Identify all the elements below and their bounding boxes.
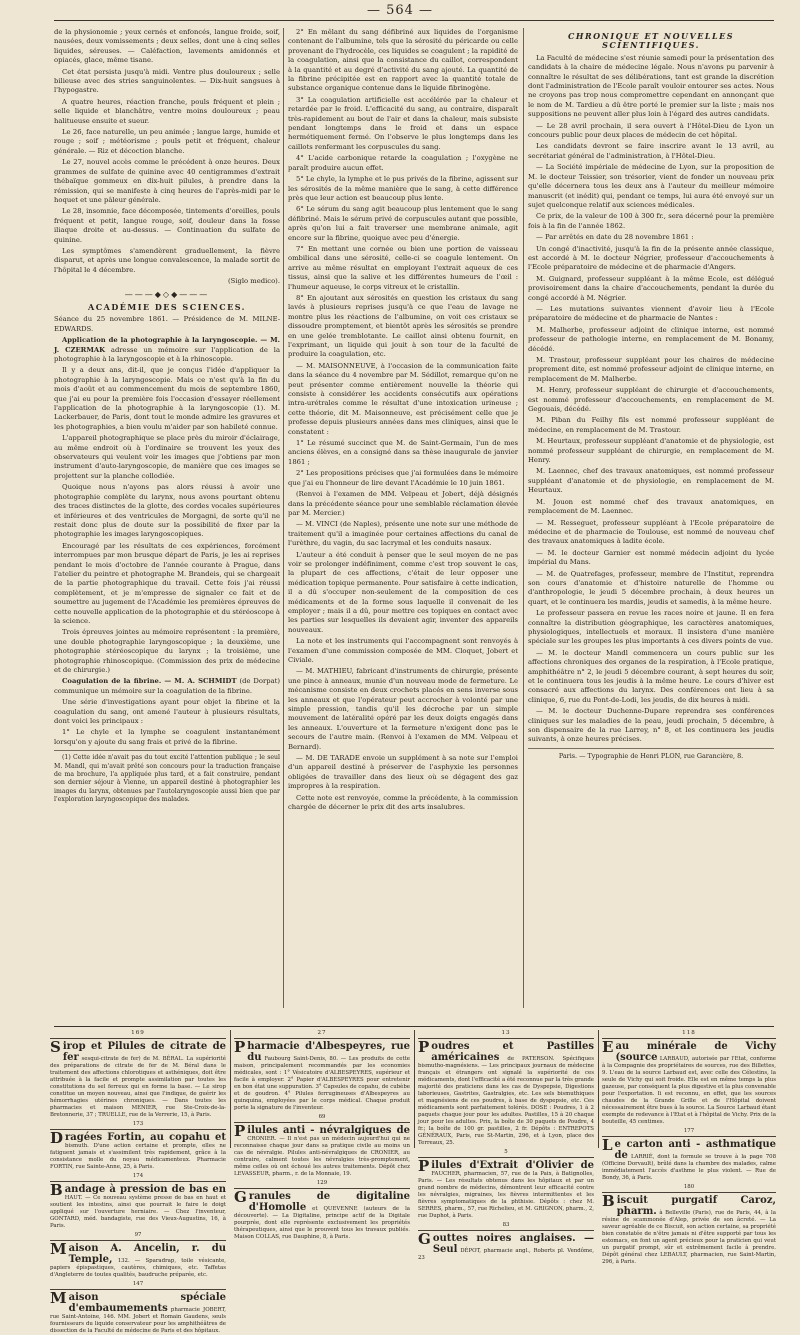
paragraph: Il y a deux ans, dit-il, que je conçus l'idée d'appliquer la photographie à la laryngoscopie. Mais ce n'est qu'à la fin du mois d'août et au commencement du mois de septembre 1860, que j'ai eu pour la première fois l'occasion d'essayer réellement l'application de la photographie à la laryngoscopie (1). M. Lackerbauer, de Paris, dont tout le monde admire les gravures et les photographies, a bien voulu m'aider par son habileté connue. — [54, 366, 280, 431]
paragraph: 1° Le chyle et la lymphe se coagulent instantanément lorsqu'on y ajoute du sang frais et privé de la fibrine. — [54, 728, 280, 746]
ad-number: 97 — [134, 1232, 142, 1238]
ad-initial: M — [50, 1289, 67, 1307]
ad-rule — [418, 1038, 594, 1039]
advertisements — [50, 1030, 776, 1334]
ad-body: de PATERSON. Spécifiques bismutho-magnésiens. — Les principaux journaux de médecine français et étrangers ont signalé la supériorité de ces médicaments, dont l'efficacité a été reconnue par la très grande majorité des praticiens dans les cas de Dyspepsie, Digestions laborieuses, Gastrites, Gastralgies, etc. Les sels bismuthiques et magnésiens de ces poudres, à base de dyspepsie, etc. Ces médicaments sont parfaitement tolérés. DOSE : Poudres, 1 à 2 paquets chaque jour pour les adultes. Pastilles, 15 à 20 chaque jour pour les adultes. Prix, la boîte de 30 paquets de Poudre, 4 fr.; la boîte de 100 gr. pastilles, 2 fr. Dépôts : ENTREPOTS GÉNÉRAUX, Paris, rue St-Martin, 296, et à Lyon, place des Terreaux, 25. — [418, 1056, 594, 1146]
ad-entry — [602, 1192, 776, 1266]
ad-heading: andage à pression de bas en — [64, 1184, 226, 1195]
paragraph: Cet état persista jusqu'à midi. Ventre plus douloureux ; selle bilieuse avec des stries sanguinolentes. — Dix-huit sangsues à l'hypogastre. — [54, 67, 280, 95]
ad-number: 169 — [131, 1030, 145, 1036]
ad-body: Faubourg Saint-Denis, 80. — Les produits de cette maison, principalement recommandés par les economies médicales, sont : 1° Vésicatoire d'ALBESPEYRES, supérieur et facile à employer. 2° Papier d'ALBESPEYRES pour entretenir en bon état une suppuration. 3° Capsules de copahu, de cubèbe et de goudron. 4° Pilules ferrugineuses d'Albespeyres au quinquina, employées par le corps médical. Chaque produit porte la signature de l'inventeur. — [234, 1056, 410, 1111]
paragraph: 7° En mettant une cornée ou bien une portion de vaisseau ombilical dans une sérosité, celle-ci se coagule lentement. On arrive au même résultat en employant l'extrait aqueux de ces tissus, ainsi que la salive et les différentes humeurs de l'œil : l'humeur aqueuse, le corps vitreux et le cristallin. — [288, 244, 518, 291]
ad-heading: ragées Fortin, au copahu et — [65, 1132, 226, 1143]
top-rule — [54, 20, 774, 21]
ad-entry — [234, 1188, 411, 1241]
paragraph: 8° En ajoutant aux sérosités en question les cristaux du sang lavés à plusieurs reprises jusqu'à ce que l'eau de lavage ne montre plus les réactions de l'albumine, on voit ces cristaux se dissoudre promptement, et bientôt après les sérosités se prendre en une gelée tremblotante. Le caillot ainsi obtenu fournit, en l'exprimant, un liquide qui jouit à son tour de la faculté de produire la coagulation, etc. — [288, 293, 518, 359]
ad-initial: B — [602, 1192, 615, 1210]
column-rule — [283, 28, 284, 1008]
ad-number: 180 — [683, 1184, 695, 1190]
ad-rule — [602, 1192, 776, 1193]
ad-entry — [50, 1038, 227, 1119]
ad-rule — [414, 1030, 415, 1148]
ornament-divider: ———◆◇◆——— — [124, 289, 210, 299]
ad-entry — [234, 1038, 410, 1112]
ad-body: LARRIÉ, dont la formule se trouve à la page 708 (Officine Dorvault), brûlé dans la chambre des malades, calme immédiatement l'accès d'asthme le plus violent. — Rue de Bondy, 36, à Paris. — [602, 1154, 776, 1181]
ad-entry — [418, 1038, 594, 1147]
ad-entry — [234, 1122, 410, 1178]
paragraph: M. Piban du Feilhy fils est nommé professeur suppléant de médecine, en remplacement de M. Trastour. — [528, 416, 774, 434]
paper2-intro: (de Dorpat) communique un mémoire sur la coagulation de la fibrine. — [54, 677, 281, 695]
column-3-paragraphs — [528, 54, 774, 745]
column-3 — [528, 28, 774, 1028]
ad-initial: G — [418, 1230, 431, 1248]
paragraph: La note et les instruments qui l'accompagnent sont renvoyés à l'examen d'une commission composée de MM. Cloquet, Jobert et Civiale. — [288, 637, 518, 664]
paragraph: 2° En mêlant du sang défibriné aux liquides de l'organisme contenant de l'albumine, tels que la sérosité du péricarde ou celle provenant de l'hydrocèle, ces liquides se coagulent ; la rapidité de la coagulation, ainsi que la consistance du caillot, correspondent à la quantité et au degré d'activité du sang ajouté. La quantité de la fibrine précipitée est en rapport avec la quantité totale de substance organique contenue dans le liquide fibrinogène. — [288, 28, 518, 93]
paragraph: Trois épreuves jointes au mémoire représentent : la première, une double photographie laryngoscopique ; la deuxième, une photographie stéréoscopique du larynx ; la troisième, une photographie rhinoscopique. (Commission des prix de médecine et de chirurgie.) — [54, 628, 280, 674]
ad-rule — [234, 1122, 410, 1123]
paragraph: Le 27, nouvel accès comme le précédent à onze heures. Deux grammes de sulfate de quinine avec 40 centigrammes d'extrait thébaïque gommeux en dix-huit pilules, à prendre dans la rémission, qui se manifeste à cinq heures de l'après-midi par le hoquet et une pâleur générale. — [54, 158, 280, 204]
ad-initial: D — [50, 1129, 64, 1147]
paragraph: L'appareil photographique se place près du miroir d'éclairage, au même endroit où à l'ordinaire se trouvent les yeux des observateurs qui veulent voir les images que j'obtiens par mon instrument d'auto-laryngoscopie, de manière que ces images se projettent sur la planche collodiée. — [54, 434, 280, 480]
ad-heading: oudres et Pastilles américaines — [431, 1041, 594, 1063]
paragraph: — M. de Quatrefages, professeur, membre de l'Institut, reprendra son cours d'anatomie et d'histoire naturelle de l'homme ou d'anthropologie, le jeudi 5 décembre prochain, à deux heures un quart, et le continuera les mardis, jeudis et samedis, à la même heure. — [528, 569, 774, 606]
paragraph: de la physionomie ; yeux cernés et enfoncés, langue froide, soif, nausées, deux vomissements ; deux selles, dont une à cinq selles liquides, séreuses. — Caléfaction, lavements amidonnés et opiacés, glace, même tisane. — [54, 28, 280, 65]
paragraph: 3° La coagulation artificielle est accélérée par la chaleur et retardée par le froid. L'efficacité du sang, au contraire, disparaît très-rapidement au bout de l'air et dans la chaleur, mais subsiste pendant longtemps dans le froid et dans un espace hermétiquement fermé. On l'observe le plus longtemps dans les caillots renfermant les corpuscules du sang. — [288, 95, 518, 151]
ad-entry — [50, 1129, 226, 1171]
paragraph: Ce prix, de la valeur de 100 à 300 fr., sera décerné pour la première fois à la fin de l'année 1862. — [528, 212, 774, 230]
ad-initial: L — [602, 1136, 613, 1154]
paper1-paragraphs — [54, 366, 280, 675]
paragraph: Une série d'investigations ayant pour objet la fibrine et la coagulation du sang, ont amené l'auteur à plusieurs résultats, dont voici les principaux : — [54, 698, 280, 726]
ad-body: CRONIER. — Il n'est pas un médecin aujourd'hui qui ne reconnaisse chaque jour dans sa pratique civile au moins un cas de névralgie. Pilules anti-névralgiques de CRONIER, au contraire, calment toutes les névralgies très-promptement, même celles où ont échoué les autres traitements. Dépôt chez LEVASSEUR, pharm., r. de la Monnaie, 19. — [234, 1136, 410, 1177]
ad-rule — [602, 1136, 776, 1137]
academy-title: ACADÉMIE DES SCIENCES. — [88, 301, 246, 312]
paragraph: A quatre heures, réaction franche, pouls fréquent et plein ; selle liquide et blanchâtre, ventre moins douloureux ; peau halitueuse ensuite et sueur. — [54, 97, 280, 125]
paragraph: — Les mutations suivantes viennent d'avoir lieu à l'Ecole préparatoire de médecine et de pharmacie de Nantes : — [528, 304, 774, 323]
imprint: Paris. — Typographie de Henri PLON, rue Garancière, 8. — [558, 751, 744, 760]
paragraph: 5° Le chyle, la lymphe et le pus privés de la fibrine, agissent sur les sérosités de la même manière que le sang, à cette différence près que leur action est beaucoup plus lente. — [288, 175, 518, 202]
column-1 — [54, 28, 280, 1028]
ad-body: à Belleville (Paris), rue de Paris, 44, à la résine de scammonée d'Alep, privée de son âcreté. — La saveur agréable de ce Biscuit, son action certaine, sa propriété bien constatée de n'être jamais ni d'être supporté par tous les estomacs, en font un agent précieux pour la praticien qui veut un purgatif prompt, sûr et extrêmement facile à prendre. Dépôt général chez LEBAULT, pharmacien, rue Saint-Martin, 296, à Paris. — [602, 1210, 776, 1265]
ad-entry — [602, 1038, 776, 1126]
ad-heading: outtes noires anglaises. — Seul — [432, 1233, 594, 1255]
paragraph: Quoique nous n'ayons pas alors réussi à avoir une photographie complète du larynx, nous avons pourtant obtenu des traces distinctes de la glotte, des cordes vocales supérieures et inférieures et des ventricules de Morgagni, de sorte qu'il ne restait donc plus de doute sur la possibilité de fixer par la photographie les images laryngoscopiques. — [54, 483, 280, 539]
paragraph: Les symptômes s'amendèrent graduellement, la fièvre disparut, et après une longue convalescence, la malade sortit de l'hôpital le 4 décembre. — [54, 246, 280, 274]
paragraph: — M. VINCI (de Naples), présente une note sur une méthode de traitement qu'il a imaginée pour certaines affections du canal de l'urèthre, du vagin, du sac lacrymal et les conduits nasaux. — [288, 520, 518, 548]
paragraph: M. Malherbe, professeur adjoint de clinique interne, est nommé professeur de pathologie interne, en remplacement de M. Bonamy, décédé. — [528, 325, 774, 353]
paragraph: Un congé d'inactivité, jusqu'à la fin de la présente année classique, est accordé à M. le docteur Négrier, professeur d'accouchements à l'Ecole préparatoire de médecine et de pharmacie d'Angers. — [528, 244, 774, 272]
paragraph: — M. le docteur Garnier est nommé médecin adjoint du lycée impérial du Mans. — [528, 548, 774, 567]
ad-rule — [230, 1030, 231, 1148]
paragraph: La Faculté de médecine s'est réunie samedi pour la présentation des candidats à la chaire de médecine légale. Nous n'avons pu parvenir à connaître le résultat de ses délibérations, tant est grande la discrétion dont l'administration de l'Ecole paraît vouloir entourer ses actes. Nous ne croyons pas trop nous compromettre cependant en annonçant que le nom de M. Tardieu a dû être porté le premier sur la liste ; mais nos suppositions ne peuvent aller plus loin à l'égard des autres candidats. — [528, 53, 774, 119]
ad-heading: iscuit purgatif Caroz, pharm. — [616, 1195, 776, 1217]
imprint-rule — [528, 748, 774, 749]
paragraph: (Renvoi à l'examen de MM. Velpeau et Jobert, déjà désignés dans la précédente séance pour une semblable réclamation élevée par M. Mercier.) — [288, 490, 518, 517]
ad-initial: M — [50, 1240, 67, 1258]
ad-column-4 — [602, 1030, 776, 1265]
ad-column-1 — [50, 1030, 227, 1334]
paper1-title: Application de la photographie à la laryngoscopie. — M. J. CZERMAK — [54, 336, 280, 354]
ad-number: 173 — [132, 1121, 144, 1127]
ad-entry — [418, 1157, 594, 1220]
page-number: — 564 — — [366, 3, 434, 18]
ad-body: pharmacie JOBERT, rue Saint-Antoine, 146. MM. Jobert et Romain Gaudens, seuls fournisseurs du liquide conservateur pour les amphithéâtres de dissection de la Faculté de médecine de Paris et des hôpitaux. — [50, 1307, 226, 1334]
session-line: Séance du 25 novembre 1861. — Présidence de M. MILNE-EDWARDS. — [54, 315, 280, 333]
paragraph: — M. le docteur Mandl commencera un cours public sur les affections chroniques des organes de la respiration, à l'Ecole pratique, amphithéâtre n° 2, le jeudi 5 décembre courant, à sept heures du soir, et le continuera tous les jeudis à la même heure. Le cours d'hiver est consacré aux affections du larynx. Des conférences ont lieu à sa clinique, 6, rue du Pont-de-Lodi, les jeudis, de dix heures à midi. — [528, 648, 774, 704]
paragraph: M. Guignard, professeur suppléant à la même Ecole, est délégué provisoirement dans la chaire d'accouchements, pendant la durée du congé accordé à M. Négrier. — [528, 274, 774, 302]
ad-column-2 — [234, 1030, 411, 1240]
paragraph: 6° Le sérum du sang agit beaucoup plus lentement que le sang défibriné. Mais le sérum privé de corpuscules autant que possible, après qu'on lui a fait traverser une membrane animale, agit encore sur la fibrine, quoique avec peu d'énergie. — [288, 205, 518, 242]
paragraph: 4° L'acide carbonique retarde la coagulation ; l'oxygène ne paraît produire aucun effet. — [288, 154, 518, 172]
ad-number: 5 — [504, 1149, 508, 1155]
paragraph: Le professeur passera en revue les races noire et jaune. Il en fera connaître la distribution géographique, les caractères anatomiques, physiologiques, intellectuels et moraux. Il insistera d'une manière spéciale sur les groupes les plus importants à ces divers points de vue. — [528, 609, 774, 646]
ad-rule — [50, 1038, 226, 1039]
paragraph: 2° Les propositions précises que j'ai formulées dans le mémoire que j'ai eu l'honneur de lire devant l'Académie le 10 juin 1861. — [288, 469, 518, 487]
column-2-paragraphs — [288, 28, 518, 813]
ad-number: 174 — [132, 1173, 144, 1179]
ad-body: HAUT. — Ce nouveau système presse de bas en haut et soutient les intestins, ainsi que pourrait le faire le doigt appliqué sur l'ouverture herniaire. — Chez l'inventeur, GONTARD, méd. bandagiste, rue des Vieux-Augustins, 16, à Paris. — [50, 1195, 226, 1229]
ad-heading: e carton anti - asthmatique de — [614, 1139, 776, 1161]
ad-number: 118 — [682, 1030, 696, 1036]
ad-initial: B — [50, 1181, 63, 1199]
ad-rule — [234, 1188, 410, 1189]
ad-entry — [50, 1289, 226, 1335]
source-citation: (Siglo medico). — [228, 277, 280, 286]
ad-initial: S — [50, 1038, 61, 1056]
ad-body: sesqui-citrate de fer) de M. BÉRAL. La supériorité des préparations de citrate de fer de M. Béral dans le traitement des affections chlorotiques et asthéniques, doit être attribuée à la facile et prompte assimilation par toutes les constitutions du sel ferreux qui en forme la base. — Le sirop constitue un moyen nouveau, ainsi que l'indique, de guérir les hémorrhagies utérines chroniques. — Dans toutes les pharmacies et maison MENIER, rue Ste-Croix-de-la-Bretonnerie, 37 ; TRUELLE, rue de la Verrerie, 15, à Paris. — [50, 1056, 227, 1118]
paragraph: — M. le docteur Duchenne-Dupare reprendra ses conférences cliniques sur les maladies de la peau, jeudi prochain, 5 décembre, à son dispensaire de la rue Larrey, n° 8, et les continuera les jeudis suivants, à onze heures précises. — [528, 707, 774, 744]
paragraph: L'auteur a été conduit à penser que le seul moyen de ne pas voir se prolonger indéfiniment, comme c'est trop souvent le cas, la plupart de ces affections, c'était de leur opposer une médication topique permanente. Pour satisfaire à cette indication, il a dû s'occuper non-seulement de la composition de ces médicaments et de la forme sous laquelle il convenait de les employer ; mais il a dû, pour mettre ces topiques en contact avec les parties sur lesquelles ils devaient agir, inventer des appareils nouveaux. — [288, 550, 518, 634]
paragraph: Les candidats devront se faire inscrire avant le 13 avril, au secrétariat général de l'administration, à l'Hôtel-Dieu. — [528, 142, 774, 160]
ads-top-rule — [54, 1026, 774, 1027]
paragraph: — M. DE TARADE envoie un supplément à sa note sur l'emploi d'un appareil destiné à préserver de l'asphyxie les personnes obligées de travailler dans des lieux où se dégagent des gaz impropres à la respiration. — [288, 754, 518, 791]
paragraph: — M. Resseguet, professeur suppléant à l'Ecole préparatoire de médecine et de pharmacie de Toulouse, est nommé de nouveau chef des travaux anatomiques à ladite école. — [528, 518, 774, 546]
paper2-title: Coagulation de la fibrine. — M. A. SCHMIDT — [62, 677, 237, 686]
ad-heading: aison spéciale d'embaumements — [68, 1292, 226, 1314]
ad-heading: irop et Pilules de citrate de fer — [62, 1041, 226, 1063]
ad-number: 129 — [316, 1180, 328, 1186]
ad-rule — [50, 1181, 226, 1182]
ad-initial: P — [418, 1038, 430, 1056]
ad-body: 132. — Sparadrap, toile vésicante, papiers épispastiques, cautères, chimiques, etc. Taffetas d'Angleterre de toutes qualités, baudruche préparée, etc. — [50, 1258, 226, 1278]
paragraph: — Le 28 avril prochain, il sera ouvert à l'Hôtel-Dieu de Lyon un concours public pour deux places de médecin de cet hôpital. — [528, 121, 774, 140]
ad-heading: harmacie d'Albespeyres, rue du — [247, 1041, 410, 1063]
ad-body: DÉPOT, pharmacie angl., Roberts pl. Vendôme, 23 — [418, 1248, 595, 1261]
ad-number: 177 — [683, 1128, 695, 1134]
ad-heading: aison A. Ancelin, r. du Temple, — [68, 1243, 226, 1265]
ad-rule — [50, 1289, 226, 1290]
ad-body: bismuth. D'une action certaine et prompte, elles ne fatiguent jamais et s'assimilent très rapidement, grâce à la consistance molle du noyau médicamenteux. Pharmacie FORTIN, rue Sainte-Anne, 25, à Paris. — [50, 1143, 226, 1170]
paragraph: — M. MATHIEU, fabricant d'instruments de chirurgie, présente une pince à anneaux, munie d'un nouveau mode de fermeture. Le mécanisme consiste en deux crochets placés en sens inverse sous les anneaux et que l'opérateur peut accrocher à volonté par une simple pression, tandis qu'il les décroche par un simple mouvement de latéralité opéré par les deux doigts engagés dans les anneaux. L'ouverture et la fermeture n'exigent donc pas le secours de l'autre main. (Renvoi à l'examen de MM. Velpeau et Bernard). — [288, 667, 518, 751]
paragraph: Le 26, face naturelle, un peu animée ; langue large, humide et rouge ; soif ; météorisme ; pouls petit et fréquent, chaleur générale. — Riz et décoction blanche. — [54, 128, 280, 155]
paragraph: — M. MAISONNEUVE, à l'occasion de la communication faite dans la séance du 4 novembre par M. Sédillot, remarque qu'on ne peut présenter comme entièrement nouvelle la théorie qui consiste à considérer les accidents consécutifs aux opérations intra-urétrales comme le résultat d'une intoxication urineuse ; cette théorie, dit M. Maisonneuve, est précisément celle que je professe depuis plusieurs années dans mes cliniques, ainsi que le constatent : — [288, 361, 518, 436]
ad-rule — [602, 1038, 776, 1039]
paragraph: M. Jouon est nommé chef des travaux anatomiques, en remplacement de M. Laennec. — [528, 497, 774, 516]
ad-body: FAUCHER, pharmacien, 57, rue de la Paix, à Batignolles, Paris. — Les résultats obtenus dans les hôpitaux et par un grand nombre de médecins, démontrent leur efficacité contre les névralgies, migraines, les fièvres intermittentes et les fièvres symptomatiques de la phthisie. Dépôts : chez M. SERRES, pharm., 57, rue Richelieu, et M. GRIGNON, pharm., 2, rue Duphot, à Paris. — [418, 1171, 594, 1219]
ad-column-3 — [418, 1030, 595, 1261]
paragraph: M. Henry, professeur suppléant de chirurgie et d'accouchements, est nommé professeur d'accouchements, en remplacement de M. Gegouais, décédé. — [528, 386, 774, 414]
ad-heading: ilules d'Extrait d'Olivier de — [431, 1160, 594, 1171]
paragraph: M. Trastour, professeur suppléant pour les chaires de médecine proprement dite, est nommé professeur adjoint de clinique interne, en remplacement de M. Malherbe. — [528, 356, 774, 383]
paragraph: Cette note est renvoyée, comme la précédente, à la commission chargée de décerner le prix dit des arts insalubres. — [288, 793, 518, 812]
paper2-paragraphs — [54, 698, 280, 747]
paragraph: M. Heurtaux, professeur suppléant d'anatomie et de physiologie, est nommé professeur suppléant de chirurgie, en remplacement de M. Henry. — [528, 437, 774, 465]
column-2 — [288, 28, 518, 1028]
ad-initial: P — [234, 1038, 246, 1056]
paragraph: M. Laennec, chef des travaux anatomiques, est nommé professeur suppléant d'anatomie et de physiologie, en remplacement de M. Heurtaux. — [528, 467, 774, 495]
ad-initial: G — [234, 1188, 247, 1206]
ad-number: 83 — [502, 1222, 510, 1228]
ad-rule — [598, 1030, 599, 1148]
column-1-paragraphs — [54, 28, 280, 275]
ad-entry — [602, 1136, 776, 1182]
ad-heading: au minérale de Vichy (source — [615, 1041, 776, 1063]
ad-number: 69 — [318, 1114, 326, 1120]
ad-initial: P — [418, 1157, 430, 1175]
footnote: (1) Cette idée n'avait pas du tout excité l'attention publique ; le seul M. Mandl, qui m'avait prêté son concours pour la traduction française de ma brochure, l'a appliquée plus tard, et a fait construire, pendant son dernier séjour à Vienne, un appareil destiné à photographier les images du larynx, obtenues par l'autolaryngoscopie aussi bien que par l'exploration laryngoscopique des malades. — [54, 754, 280, 804]
ad-heading: ranules de digitaline d'Homolle — [248, 1191, 410, 1213]
paper1-intro: adresse un mémoire sur l'application de la photographie à la laryngoscopie et à la rhinoscopie. — [54, 345, 280, 363]
ad-number: 13 — [501, 1030, 511, 1036]
ad-entry — [50, 1240, 226, 1279]
paragraph: Encouragé par les résultats de ces expériences, forcément interrompues par mon brusque départ de Paris, je les ai reprises pendant le mois d'octobre de l'année courante à Prague, dans l'atelier du peintre et photographe M. Brandeis, qui se chargeait de la partie photographique du travail. Cette fois j'ai réussi complètement, et je m'empresse de signaler ce fait et de soumettre au jugement de l'Académie les premières épreuves de cette nouvelle application de la photographie et du stéréoscope à la science. — [54, 541, 280, 625]
column-rule — [523, 28, 524, 1008]
ad-number: 147 — [132, 1281, 144, 1287]
ad-rule — [50, 1129, 226, 1130]
ad-entry — [50, 1181, 226, 1230]
ad-initial: P — [234, 1122, 246, 1140]
ad-rule — [418, 1157, 594, 1158]
ad-entry — [418, 1230, 595, 1262]
paragraph: Le 28, insomnie, face décomposée, tintements d'oreilles, pouls fréquent et petit, langue rouge, soif, douleur dans la fosse iliaque droite et au-dessus. — Continuation du sulfate de quinine. — [54, 207, 280, 244]
paragraph: — Par arrêtés en date du 28 novembre 1861 : — [536, 233, 694, 242]
ad-rule — [234, 1038, 410, 1039]
ad-body: et QUEVENNE (auteurs de la découverte). — La Digitaline, principe actif de la Digitale pourprée, dont elle représente exclusivement les propriétés thérapeutiques, ainsi que le prouvent tous les travaux publiés. Maison COLLAS, rue Dauphine, 8, à Paris. — [234, 1206, 411, 1240]
footnote-rule — [54, 750, 280, 751]
paragraph: 1° Le résumé succinct que M. de Saint-Germain, l'un de mes anciens élèves, en a consigné dans sa thèse inaugurale de janvier 1861 ; — [288, 439, 518, 466]
ad-rule — [50, 1240, 226, 1241]
ad-rule — [418, 1230, 594, 1231]
paragraph: — La Société impériale de médecine de Lyon, sur la proposition de M. le docteur Teissier, son trésorier, vient de fonder un nouveau prix qu'elle décernera tous les deux ans à l'auteur du meilleur mémoire manuscrit (et inédit) qui, pendant ce temps, lui aura été envoyé sur un sujet quelconque relatif aux sciences médicales. — [528, 163, 774, 209]
ad-body: LARBAUD, autorisée par l'Etat, conforme à la Compagnie des propriétaires de sources, rue des Billettes, 9. L'eau de la source Larbaud est, avec celle des Célestins, la seule de Vichy qui soit froide. Elle est en même temps la plus gazeuse, par conséquent la plus digestive et la plus convenable pour l'exportation. Ii est reconnu, en effet, que les sources chaudes de la Grande Grille et de l'Hôpital doivent nécessairement être bues à la source. La Source Larbaud étant exempte de redevance à l'Etat et à l'hôpital de Vichy. Prix de la bouteille, 45 centimes. — [602, 1056, 776, 1125]
ad-number: 27 — [317, 1030, 327, 1036]
chronicle-title: CHRONIQUE ET NOUVELLES SCIENTIFIQUES. — [568, 31, 734, 51]
ad-heading: ilules anti - névralgiques de — [247, 1125, 410, 1136]
ad-initial: E — [602, 1038, 614, 1056]
